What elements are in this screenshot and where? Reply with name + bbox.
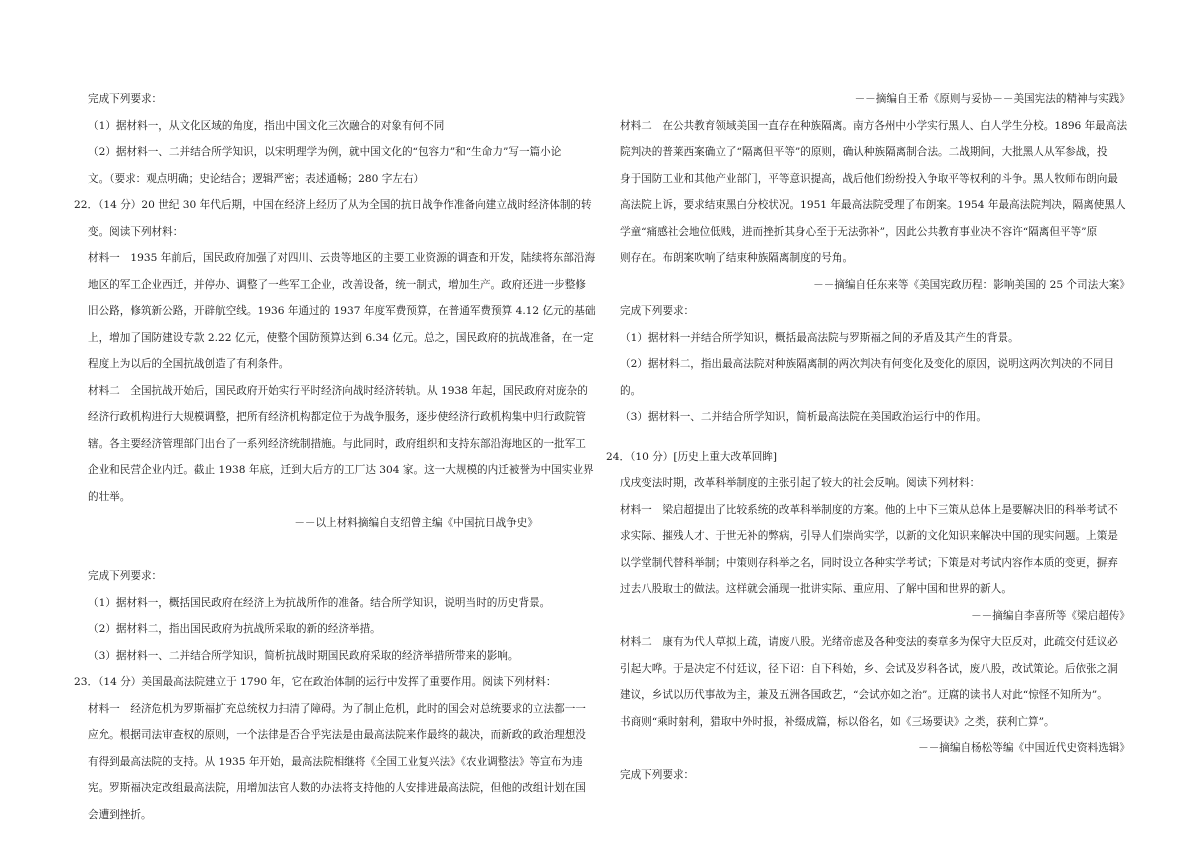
q24-heading: 24．（10 分）[历史上重大改革回眸] — [606, 450, 778, 463]
text-line: 院判决的普莱西案确立了“隔离但平等”的原则，确认种族隔离制合法。二战期间，大批黑人从军参战，投 — [620, 146, 1108, 158]
q22-requirement-1: （1）据材料一，概括国民政府在经济上为抗战所作的准备。结合所学知识，说明当时的历史背景。 — [88, 596, 551, 609]
q22-requirement-3: （3）据材料一、二并结合所学知识，简析抗战时期国民政府采取的经济举措所带来的影响。 — [88, 649, 519, 662]
text-line: 书商则“乘时射利，猎取中外时报，补缀成篇，标以俗名，如《三场要诀》之类，获利亡算”。 — [620, 715, 1055, 728]
q22-heading-cont: 变。阅读下列材料： — [88, 225, 184, 238]
q23-requirement-2-cont: 的。 — [620, 384, 642, 397]
q22-prompt: 完成下列要求： — [88, 570, 163, 582]
q22-heading: 22．（14 分）20 世纪 30 年代后期，中国在经济上经历了从为全国的抗日战争作准备向建立战时经济体制的转 — [74, 199, 592, 211]
text-line: 材料二 康有为代人草拟上疏，请废八股。光绪帝虑及各种变法的奏章多为保守大臣反对，此疏交付廷议必 — [620, 636, 1118, 648]
text-line: 材料二 在公共教育领域美国一直存在种族隔离。南方各州中小学实行黑人、白人学生分校。1896 年最高法 — [620, 119, 1128, 132]
text-line: 材料一 梁启超提出了比较系统的改革科举制度的方案。他的上中下三策从总体上是要解决旧的科举考试不 — [620, 503, 1118, 516]
text-line: 辖。各主要经济管理部门出台了一系列经济统制措施。与此同时，政府组织和支持东部沿海地区的一批军工 — [88, 437, 586, 450]
text-line: 企业和民营企业内迁。截止 1938 年底，迁到大后方的工厂达 304 家。这一大规模的内迁被誉为中国实业界 — [88, 464, 594, 476]
q24-material-2 — [620, 629, 1130, 735]
text-line: 以学堂制代替科举制；中策则存科举之名，同时设立各种实学考试；下策是对考试内容作本质的变更，摒弃 — [620, 556, 1118, 569]
text-line: 程度上为以后的全国抗战创造了有利条件。 — [88, 358, 290, 370]
text-line: 材料一 1935 年前后，国民政府加强了对四川、云贵等地区的主要工业资源的调查和开发，陆续将东部沿海 — [88, 252, 596, 264]
q21-requirement-1: （1）据材料一，从文化区域的角度，指出中国文化三次融合的对象有何不同 — [88, 119, 445, 132]
spacer — [88, 537, 538, 564]
q22-requirement-2: （2）据材料二，指出国民政府为抗战所采取的新的经济举措。 — [88, 623, 381, 635]
q24-intro: 戊戌变法时期，改革科举制度的主张引起了较大的社会反响。阅读下列材料： — [620, 477, 981, 489]
text-line: 建议，乡试以历代事故为主，兼及五洲各国政艺，“会试亦如之治”。迂腐的读书人对此“惊怪不知所为”。 — [620, 689, 1108, 701]
q23-prompt: 完成下列要求： — [620, 305, 695, 317]
q22-source: －－以上材料摘编自支绍曾主编《中国抗日战争史》 — [294, 517, 538, 529]
text-line: 的壮举。 — [88, 490, 131, 503]
text-line: 学童“痛感社会地位低贱，进而挫折其身心至于无法弥补”，因此公共教育事业决不容许“隔离但平等”原 — [620, 225, 1098, 238]
left-column — [74, 86, 596, 828]
q23-source-1: －－摘编自王希《原则与妥协－－美国宪法的精神与实践》 — [854, 93, 1130, 105]
q23-material-1 — [88, 696, 586, 829]
q21-requirement-2: （2）据材料一、二并结合所学知识，以宋明理学为例，就中国文化的“包容力”和“生命力”写一篇小论 — [88, 146, 562, 158]
text-line: 材料二 全国抗战开始后，国民政府开始实行平时经济向战时经济转轨。从 1938 年起，国民政府对庞杂的 — [88, 384, 588, 397]
q21-requirement-2-cont: 文。（要求：观点明确；史论结合；逻辑严密；表述通畅；280 字左右） — [88, 172, 425, 185]
q23-requirement-3: （3）据材料一、二并结合所学知识，简析最高法院在美国政治运行中的作用。 — [620, 411, 987, 423]
text-line: 经济行政机构进行大规模调整，把所有经济机构都定位于为战争服务，逐步使经济行政机构集中归行政院管 — [88, 411, 586, 423]
q24-source-2: －－摘编自杨松等编《中国近代史资料选辑》 — [918, 742, 1130, 754]
q23-requirement-1: （1）据材料一并结合所学知识，概括最高法院与罗斯福之间的矛盾及其产生的背景。 — [620, 331, 1019, 344]
text-line: 材料一 经济危机为罗斯福扩充总统权力扫清了障碍。为了制止危机，此时的国会对总统要求的立法都一一 — [88, 702, 586, 715]
text-line: 地区的军工企业西迁，并停办、调整了一些军工企业，改善设备，统一制式，增加生产。政府还进一步整修 — [88, 278, 586, 291]
q24-source-1: －－摘编自李喜所等《梁启超传》 — [971, 609, 1130, 622]
text-line: 上，增加了国防建设专款 2.22 亿元，使整个国防预算达到 6.34 亿元。总之，国民政府的抗战准备，在一定 — [88, 331, 594, 344]
text-line: 应允。根据司法审查权的原则，一个法律是否合乎宪法是由最高法院来作最终的裁决，而新政的政治理想没 — [88, 729, 586, 741]
right-column — [606, 86, 1130, 788]
q21-prompt: 完成下列要求： — [88, 93, 163, 105]
text-line: 身于国防工业和其他产业部门，平等意识提高，战后他们纷纷投入争取平等权利的斗争。黑人牧师布朗向最 — [620, 172, 1118, 185]
text-line: 求实际、摧残人才、于世无补的弊病，引导人们崇尚实学，以新的文化知识来解决中国的现实问题。上策是 — [620, 530, 1118, 542]
text-line: 宪。罗斯福决定改组最高法院，用增加法官人数的办法将支持他的人安排进最高法院，但他的改组计划在国 — [88, 782, 586, 794]
text-line: 有得到最高法院的支持。从 1935 年开始，最高法院相继将《全国工业复兴法》《农业调整法》等宣布为违 — [88, 755, 583, 768]
q23-source-2: －－摘编自任东来等《美国宪政历程：影响美国的 25 个司法大案》 — [813, 278, 1130, 291]
q24-prompt: 完成下列要求： — [620, 768, 695, 781]
q22-material-1 — [88, 245, 596, 378]
q24-material-1 — [620, 497, 1130, 603]
text-line: 旧公路，修筑新公路，开辟航空线。1936 年通过的 1937 年度军费预算，在普通军费预算 4.12 亿元的基础 — [88, 305, 596, 317]
text-line: 过去八股取士的做法。这样就会涌现一批讲实际、重应用、了解中国和世界的新人。 — [620, 583, 1012, 595]
text-line: 会遭到挫折。 — [88, 808, 152, 821]
text-line: 引起大哗。于是决定不付廷议，径下诏：自下科始，乡、会试及岁科各试，废八股，改试策论。后依张之洞 — [620, 662, 1118, 675]
q23-requirement-2: （2）据材料二，指出最高法院对种族隔离制的两次判决有何变化及变化的原因，说明这两次判决的不同目 — [620, 358, 1115, 370]
q23-heading: 23．（14 分）美国最高法院建立于 1790 年，它在政治体制的运行中发挥了重要作用。阅读下列材料： — [74, 676, 557, 688]
text-line: 高法院上诉，要求结束黑白分校状况。1951 年最高法院受理了布朗案。1954 年最高法院判决，隔离使黑人 — [620, 199, 1126, 211]
text-line: 则存在。布朗案吹响了结束种族隔离制度的号角。 — [620, 252, 854, 264]
spacer — [620, 431, 1130, 444]
q22-material-2 — [88, 378, 594, 511]
